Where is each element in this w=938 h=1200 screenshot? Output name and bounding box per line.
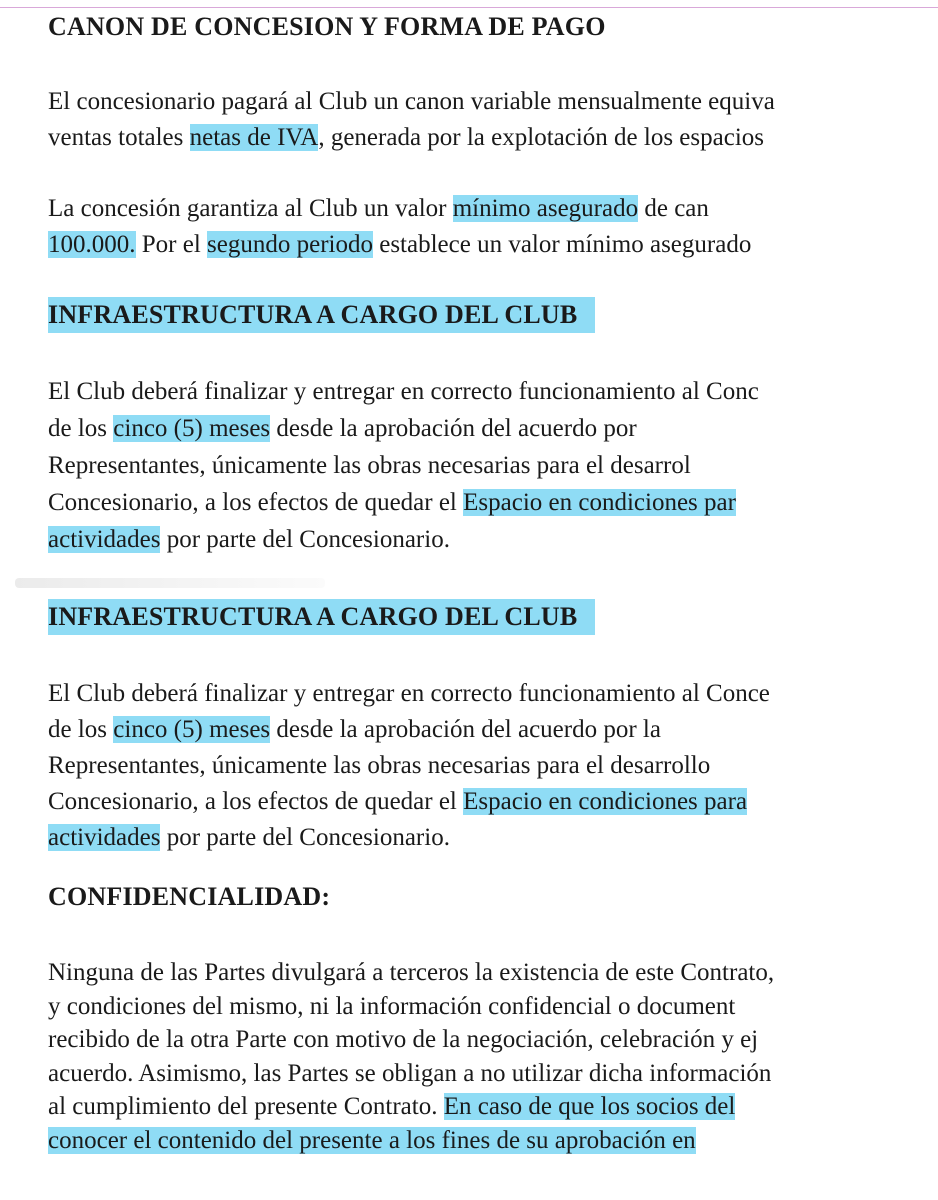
text-run: desde la aprobación del acuerdo por la [270, 716, 661, 743]
text-run: El concesionario pagará al Club un canon variable mensualmente equiva [48, 88, 775, 115]
highlighted-text: actividades [48, 526, 161, 553]
text-run: por parte del Concesionario. [160, 526, 450, 553]
highlighted-text: segundo periodo [207, 231, 373, 258]
highlighted-text: Espacio en condiciones par [463, 489, 736, 516]
text-line [48, 820, 450, 856]
text-run: , generada por la explotación de los espacios [318, 124, 764, 151]
text-line [48, 1089, 735, 1125]
text-line [48, 676, 770, 712]
highlighted-text: 100.000. [48, 231, 136, 258]
text-run: Representantes, únicamente las obras necesarias para el desarrollo [48, 752, 711, 779]
text-run: El Club deberá finalizar y entregar en correcto funcionamiento al Conc [48, 378, 759, 405]
section-heading [48, 300, 595, 330]
section-heading [48, 602, 595, 632]
text-run: de los [48, 415, 114, 442]
highlighted-text: mínimo asegurado [452, 195, 639, 222]
text-line [48, 84, 775, 120]
section-heading [48, 882, 330, 912]
text-line [48, 485, 736, 521]
highlighted-text: conocer el contenido del presente a los fines de su aprobación en [48, 1126, 696, 1154]
text-run: Ninguna de las Partes divulgará a terceros la existencia de este Contrato, [48, 959, 775, 986]
text-run: acuerdo. Asimismo, las Partes se obligan a no utilizar dicha información [48, 1059, 772, 1087]
text-line [48, 712, 661, 748]
section-heading-text: CONFIDENCIALIDAD: [48, 882, 331, 911]
highlighted-text: cinco (5) meses [113, 415, 271, 442]
text-run: por parte del Concesionario. [160, 824, 450, 851]
highlighted-text: En caso de que los socios del [443, 1093, 736, 1120]
text-run: y condiciones del mismo, ni la información confidencial o document [48, 992, 736, 1020]
text-run: al cumplimiento del presente Contrato. [48, 1093, 444, 1120]
text-line [48, 748, 710, 784]
text-line [48, 411, 637, 447]
text-run: El Club deberá finalizar y entregar en correcto funcionamiento al Conce [48, 680, 770, 707]
text-run: desde la aprobación del acuerdo por [270, 415, 637, 442]
text-line [48, 784, 747, 820]
text-run: de los [48, 716, 114, 743]
section-heading [48, 12, 606, 42]
text-line [48, 522, 450, 558]
faded-text-artifact [15, 578, 325, 588]
text-line [48, 120, 764, 156]
section-heading-text: INFRAESTRUCTURA A CARGO DEL CLUB [48, 297, 595, 333]
text-run: Por el [135, 231, 208, 258]
highlighted-text: cinco (5) meses [113, 716, 271, 743]
text-line [48, 955, 774, 991]
text-run: de can [638, 195, 709, 222]
text-run: ventas totales [48, 124, 190, 151]
section-heading-text: CANON DE CONCESION Y FORMA DE PAGO [48, 12, 606, 41]
highlighted-text: Espacio en condiciones para [463, 788, 748, 815]
text-run: recibido de la otra Parte con motivo de la negociación, celebración y ej [48, 1026, 759, 1053]
text-line [48, 374, 759, 410]
text-run: Representantes, únicamente las obras necesarias para el desarrol [48, 452, 691, 479]
text-line [48, 1056, 771, 1092]
text-run: Concesionario, a los efectos de quedar el [48, 489, 464, 516]
text-line [48, 1022, 758, 1058]
text-line [48, 448, 691, 484]
text-line [48, 227, 751, 263]
text-run: La concesión garantiza al Club un valor [48, 195, 453, 222]
text-run: establece un valor mínimo asegurado [372, 231, 752, 258]
section-heading-text: INFRAESTRUCTURA A CARGO DEL CLUB [48, 599, 595, 635]
highlighted-text: netas de IVA [189, 124, 319, 151]
text-line [48, 191, 709, 227]
highlighted-text: actividades [48, 824, 161, 851]
top-border-line [0, 7, 938, 8]
text-run: Concesionario, a los efectos de quedar el [48, 788, 464, 815]
text-line [48, 989, 735, 1025]
text-line [48, 1123, 696, 1159]
